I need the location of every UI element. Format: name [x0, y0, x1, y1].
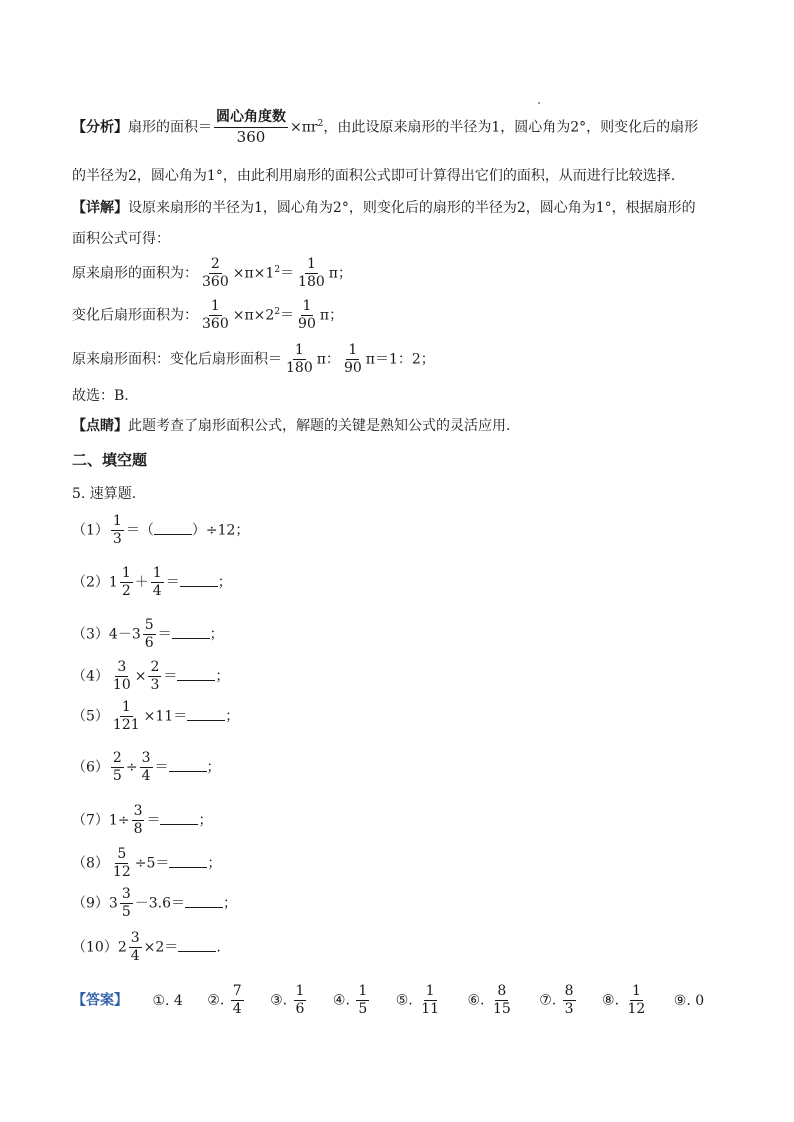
detail-tag: 【详解】: [72, 200, 128, 216]
new-mid: ×π×2: [232, 307, 275, 324]
answer-line: [72, 983, 704, 1018]
q9-whole: 3: [108, 895, 118, 912]
answer-blank[interactable]: [180, 574, 218, 587]
detail-line-2: 面积公式可得：: [72, 231, 170, 247]
ratio-mid: π：: [316, 351, 340, 368]
q6-f2-numerator: 3: [141, 750, 151, 766]
answer-denominator: 12: [627, 1001, 646, 1017]
answer-mark: ③.: [270, 992, 292, 1009]
item-index: （6）: [72, 759, 109, 776]
question-item-1: [72, 513, 249, 548]
answer-denominator: 11: [421, 1001, 440, 1017]
q2-f1-numerator: 1: [121, 565, 131, 581]
ratio-f1-denominator: 180: [286, 360, 313, 376]
q10-end: .: [216, 939, 221, 956]
q2-plus: ＋: [134, 574, 149, 591]
analysis-formula-fraction: [214, 108, 288, 147]
answer-numerator: 1: [295, 983, 305, 999]
q8-tail: ÷5＝: [134, 855, 170, 872]
q8-end: ；: [207, 855, 222, 872]
comment-tag: 【点睛】: [72, 418, 128, 434]
answer-blank[interactable]: [169, 855, 207, 868]
item-index: （1）: [72, 522, 109, 539]
ratio-end: π＝1：2；: [365, 351, 435, 368]
q9-tail: －3.6＝: [134, 895, 186, 912]
answer-item-5: [396, 983, 443, 1018]
analysis-text-1: 扇形的面积＝: [128, 119, 212, 136]
answer-item-6: [467, 983, 514, 1018]
analysis-line-1: [72, 108, 698, 147]
answer-numerator: 1: [425, 983, 435, 999]
q5-numerator: 1: [121, 699, 131, 715]
detail-new-area: [72, 298, 343, 333]
ratio-f2-numerator: 1: [348, 342, 358, 358]
q6-end: ；: [206, 759, 221, 776]
item-index: （4）: [72, 668, 109, 685]
q6-f1-numerator: 2: [112, 750, 122, 766]
answer-fraction: [626, 983, 648, 1018]
answer-fraction: [356, 983, 369, 1018]
answer-item-3: [270, 983, 308, 1018]
answer-fraction: [563, 983, 576, 1018]
q7-numerator: 3: [133, 803, 143, 819]
q6-fraction-1: [111, 750, 124, 785]
new-eq: ＝: [280, 307, 295, 324]
q6-f1-denominator: 5: [112, 768, 122, 784]
orig-f2-denominator: 180: [298, 274, 325, 290]
analysis-line-2: 的半径为2，圆心角为1°，由此利用扇形的面积公式即可计算得出它们的面积，从而进行比较选择.: [72, 168, 676, 184]
detail-choice: 故选：B.: [72, 388, 129, 404]
answer-mark: ⑥.: [467, 992, 489, 1009]
question-item-7: [72, 803, 212, 838]
answer-numerator: 1: [631, 983, 641, 999]
answer-mark: ⑦.: [539, 992, 561, 1009]
question-item-9: [72, 886, 237, 921]
q7-text: 1÷: [108, 812, 130, 829]
q2-whole: 1: [108, 574, 118, 591]
item-index: （10）: [72, 939, 118, 956]
answer-mark: ⑤.: [395, 992, 418, 1009]
new-f2-denominator: 90: [298, 316, 316, 332]
answer-blank[interactable]: [172, 626, 210, 639]
answer-blank[interactable]: [169, 759, 207, 772]
q10-tail: ×2＝: [143, 939, 179, 956]
answer-item-2: [207, 983, 245, 1018]
detail-original-area: [72, 256, 352, 291]
answer-blank[interactable]: [160, 812, 198, 825]
formula-denominator: 360: [236, 128, 266, 146]
answer-item-4: [333, 983, 371, 1018]
q3-end: ；: [209, 626, 224, 643]
answer-denominator: 15: [492, 1001, 511, 1017]
answer-numerator: 8: [497, 983, 507, 999]
comment-text: 此题考查了扇形面积公式，解题的关键是熟知公式的灵活应用.: [128, 418, 511, 434]
item-index: （2）: [72, 574, 109, 591]
answer-item-9: [674, 991, 704, 1011]
q4-f1-numerator: 3: [117, 659, 127, 675]
analysis-text-2: ，由此设原来扇形的半径为1，圆心角为2°，则变化后的扇形: [323, 119, 699, 136]
orig-f1-denominator: 360: [202, 274, 229, 290]
q4-f2-numerator: 2: [150, 659, 160, 675]
answer-denominator: 3: [564, 1001, 574, 1017]
q9-fraction: [120, 886, 133, 921]
q2-eq: ＝: [165, 574, 180, 591]
q4-op: ×: [134, 668, 147, 685]
q7-end: ；: [198, 812, 213, 829]
answer-item-8: [602, 983, 649, 1018]
orig-exponent: 2: [274, 264, 281, 275]
q8-denominator: 12: [112, 864, 131, 880]
orig-end: π；: [328, 265, 352, 282]
new-label: 变化后扇形面积为：: [72, 307, 198, 324]
q4-fraction-1: [111, 659, 133, 694]
item-index: （9）: [72, 895, 109, 912]
q7-eq: ＝: [146, 812, 161, 829]
ratio-f1-numerator: 1: [294, 342, 304, 358]
question-item-4: [72, 659, 229, 694]
q9-denominator: 5: [121, 904, 131, 920]
orig-fraction-1: [200, 256, 231, 291]
q2-fraction-2: [151, 565, 164, 600]
q10-denominator: 4: [130, 948, 140, 964]
new-exponent: 2: [274, 306, 281, 317]
q5-tail: ×11＝: [143, 708, 188, 725]
formula-exponent: 2: [317, 118, 324, 129]
question-title: 5. 速算题.: [72, 486, 137, 502]
q9-numerator: 3: [121, 886, 131, 902]
q4-end: ；: [215, 668, 230, 685]
answer-fraction: [294, 983, 307, 1018]
answer-mark: ⑧.: [602, 992, 624, 1009]
orig-f2-numerator: 1: [306, 256, 316, 272]
answer-denominator: 4: [232, 1001, 242, 1017]
answer-mark: ⑨. 0: [673, 992, 705, 1009]
question-item-6: [72, 750, 221, 785]
q3-numerator: 5: [144, 617, 154, 633]
q10-whole: 2: [117, 939, 127, 956]
answer-mark: ②.: [207, 992, 229, 1009]
q5-end: ；: [225, 708, 240, 725]
answer-blank[interactable]: [154, 522, 192, 535]
q4-f2-denominator: 3: [150, 677, 160, 693]
answer-blank[interactable]: [177, 668, 215, 681]
q5-denominator: 121: [112, 717, 140, 733]
q1-fraction: [111, 513, 124, 548]
ratio-f2-denominator: 90: [343, 360, 362, 376]
orig-f1-numerator: 2: [210, 256, 220, 272]
q10-fraction: [129, 930, 142, 965]
q2-end: ；: [217, 574, 232, 591]
orig-label: 原来扇形的面积为：: [72, 265, 198, 282]
answer-item-1: [152, 991, 182, 1011]
q6-eq: ＝: [154, 759, 169, 776]
answer-numerator: 8: [564, 983, 574, 999]
formula-numerator: 圆心角度数: [214, 108, 288, 128]
q3-fraction: [143, 617, 156, 652]
q2-f2-numerator: 1: [152, 565, 162, 581]
item-index: （8）: [72, 855, 109, 872]
q1-denominator: 3: [112, 531, 122, 547]
q4-fraction-2: [148, 659, 161, 694]
q8-fraction: [111, 846, 133, 881]
q2-f2-denominator: 4: [152, 583, 162, 599]
analysis-tag: 【分析】: [72, 119, 128, 136]
q6-op: ÷: [125, 759, 138, 776]
q6-fraction-2: [140, 750, 153, 785]
orig-eq: ＝: [280, 265, 295, 282]
q6-f2-denominator: 4: [141, 768, 151, 784]
answer-blank[interactable]: [187, 708, 225, 721]
q1-tail: ）÷12；: [191, 522, 250, 539]
comment-line: [72, 416, 510, 436]
question-item-2: [72, 565, 232, 600]
orig-mid: ×π×1: [232, 265, 275, 282]
answer-numerator: 1: [358, 983, 368, 999]
q9-end: ；: [223, 895, 238, 912]
question-item-5: [72, 699, 239, 734]
q4-eq: ＝: [163, 668, 178, 685]
q4-f1-denominator: 10: [112, 677, 131, 693]
answer-denominator: 6: [295, 1001, 305, 1017]
q10-numerator: 3: [130, 930, 140, 946]
new-f2-numerator: 1: [302, 298, 312, 314]
answer-blank[interactable]: [178, 939, 216, 952]
q7-denominator: 8: [133, 821, 143, 837]
question-item-3: [72, 617, 224, 652]
q2-fraction-1: [120, 565, 133, 600]
detail-line-1: [72, 198, 696, 218]
detail-ratio: [72, 342, 435, 377]
new-fraction-1: [200, 298, 231, 333]
q2-f1-denominator: 2: [121, 583, 131, 599]
question-item-8: [72, 846, 221, 881]
q7-fraction: [132, 803, 145, 838]
answer-mark: ①. 4: [152, 992, 183, 1009]
new-f1-denominator: 360: [202, 316, 229, 332]
answer-blank[interactable]: [185, 895, 223, 908]
answer-denominator: 5: [358, 1001, 368, 1017]
answer-fraction: [419, 983, 441, 1018]
q1-text: ＝（: [125, 522, 154, 539]
item-index: （7）: [72, 812, 109, 829]
section-title: 二、填空题: [72, 451, 148, 469]
new-fraction-2: [296, 298, 318, 333]
q3-eq: ＝: [157, 626, 172, 643]
answer-tag: 【答案】: [72, 992, 128, 1009]
q3-text: 4－3: [108, 626, 141, 643]
q3-denominator: 6: [144, 635, 154, 651]
formula-tail: ×πr: [290, 119, 318, 136]
item-index: （3）: [72, 626, 109, 643]
answer-item-7: [539, 983, 577, 1018]
new-f1-numerator: 1: [210, 298, 220, 314]
item-index: （5）: [72, 708, 109, 725]
answer-mark: ④.: [332, 992, 355, 1009]
answer-numerator: 7: [232, 983, 242, 999]
new-end: π；: [319, 307, 344, 324]
q8-numerator: 5: [117, 846, 127, 862]
ratio-fraction-1: [284, 342, 315, 377]
q5-fraction: [111, 699, 142, 734]
orig-fraction-2: [296, 256, 327, 291]
detail-text-1: 设原来扇形的半径为1，圆心角为2°，则变化后的扇形的半径为2，圆心角为1°，根据扇形的: [128, 200, 696, 216]
q1-numerator: 1: [112, 513, 122, 529]
question-item-10: [72, 930, 221, 965]
scan-dot: [538, 102, 540, 104]
ratio-fraction-2: [342, 342, 364, 377]
answer-fraction: [491, 983, 513, 1018]
answer-fraction: [231, 983, 244, 1018]
ratio-label: 原来扇形面积：变化后扇形面积＝: [72, 351, 282, 368]
